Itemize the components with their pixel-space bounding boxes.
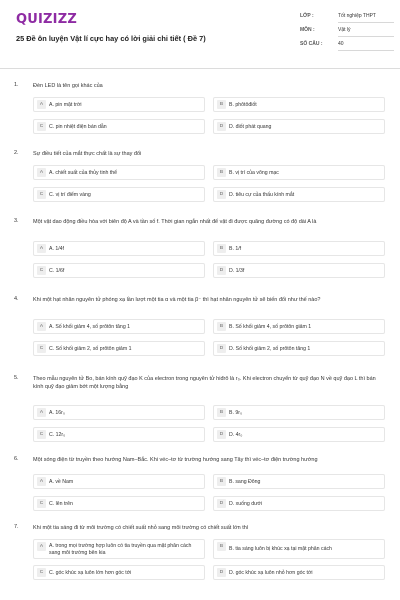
option-letter: B: [217, 477, 226, 486]
option-letter: B: [217, 100, 226, 109]
option-text: B. tia sáng luôn bị khúc xạ tại mặt phân cách: [229, 546, 332, 553]
question-text: Khi một hạt nhân nguyên tử phóng xạ lần lượt một tia α và một tia β⁻ thì hạt nhân nguyên tử sẽ biến đổi như thế nào?: [33, 297, 321, 303]
option-c[interactable]: [33, 119, 205, 134]
option-letter: D: [217, 122, 226, 131]
question-text: Khi một tia sáng đi từ môi trường có chiết suất nhỏ sang môi trường có chiết suất lớn thì: [33, 525, 249, 531]
option-c[interactable]: [33, 341, 205, 356]
question-number: 6.: [14, 456, 19, 462]
option-a[interactable]: [33, 539, 205, 559]
option-letter: B: [217, 244, 226, 253]
option-a[interactable]: [33, 241, 205, 256]
option-text: A. về Nam: [49, 478, 74, 485]
meta-row-subject: [300, 27, 394, 41]
option-c[interactable]: [33, 565, 205, 580]
question-number: 5.: [14, 375, 19, 381]
option-letter: D: [217, 430, 226, 439]
option-text: D. 1/3f: [229, 267, 245, 274]
option-text: B. 1/f: [229, 245, 242, 252]
option-text: A. 16r₀: [49, 409, 65, 416]
option-letter: C: [37, 499, 46, 508]
option-c[interactable]: [33, 427, 205, 442]
option-a[interactable]: [33, 474, 205, 489]
option-b[interactable]: [213, 241, 385, 256]
quizizz-logo: QUIZIZZ: [16, 12, 77, 27]
option-d[interactable]: [213, 187, 385, 202]
header-divider: [0, 68, 400, 69]
question-text: Theo mẫu nguyên tử Bo, bán kính quỹ đạo K của electron trong nguyên tử hiđrô là r₀. Khi electron chuyển từ quỹ đạo N về quỹ đạo L thì bán kính quỹ đạo giảm bớt một lượng bằng: [33, 376, 376, 390]
option-a[interactable]: [33, 405, 205, 420]
meta-value: 40: [338, 41, 394, 51]
option-text: D. Số khối giảm 2, số prôtôn tăng 1: [229, 345, 311, 352]
option-letter: B: [217, 408, 226, 417]
option-text: A. pin mặt trời: [49, 101, 82, 108]
option-d[interactable]: [213, 341, 385, 356]
option-text: A. 1/4f: [49, 245, 64, 252]
option-d[interactable]: [213, 496, 385, 511]
option-b[interactable]: [213, 97, 385, 112]
option-letter: A: [37, 168, 46, 177]
option-b[interactable]: [213, 319, 385, 334]
meta-label: MÔN :: [300, 27, 315, 33]
option-letter: A: [37, 244, 46, 253]
option-text: B. 9r₀: [229, 409, 243, 416]
question-number: 7.: [14, 524, 19, 530]
option-d[interactable]: [213, 427, 385, 442]
option-text: C. pin nhiệt điện bán dẫn: [49, 123, 107, 130]
option-text: D. góc khúc xạ luôn nhỏ hơn góc tới: [229, 569, 313, 576]
option-text: D. 4r₀: [229, 431, 243, 438]
worksheet-meta: [300, 13, 394, 55]
meta-value: Tốt nghiệp THPT: [338, 13, 394, 23]
option-text: A. Số khối giảm 4, số prôtôn tăng 1: [49, 323, 131, 330]
question-text: Sự điều tiết của mắt thực chất là sự thay đổi: [33, 151, 142, 157]
option-a[interactable]: [33, 97, 205, 112]
option-letter: A: [37, 100, 46, 109]
option-c[interactable]: [33, 263, 205, 278]
option-letter: D: [217, 568, 226, 577]
option-letter: B: [217, 168, 226, 177]
option-d[interactable]: [213, 565, 385, 580]
option-text: D. xuống dưới: [229, 500, 263, 507]
option-text: B. sang Đông: [229, 478, 261, 485]
option-b[interactable]: [213, 474, 385, 489]
option-text: A. trong mọi trường hợp luôn có tia truyền qua mặt phân cách sang môi trường bên kia: [49, 543, 192, 556]
option-c[interactable]: [33, 496, 205, 511]
option-letter: A: [37, 542, 46, 551]
meta-value: Vật lý: [338, 27, 394, 37]
option-text: B. vị trí của võng mạc: [229, 169, 279, 176]
option-text: C. vị trí điểm vàng: [49, 191, 91, 198]
question-text: Đèn LED là tên gọi khác của: [33, 83, 103, 89]
option-letter: C: [37, 344, 46, 353]
option-text: C. 1/6f: [49, 267, 65, 274]
question-text: Một sóng điện từ truyền theo hướng Nam–Bắc. Khi véc–tơ từ trường hướng sang Tây thì véc–tơ điện trường hướng: [33, 457, 318, 463]
option-a[interactable]: [33, 165, 205, 180]
worksheet-title: 25 Đề ôn luyện Vật lí cực hay có lời giải chi tiết ( Đề 7): [16, 34, 206, 43]
option-letter: D: [217, 344, 226, 353]
option-letter: C: [37, 190, 46, 199]
option-text: A. chiết suất của thủy tinh thể: [49, 169, 118, 176]
option-letter: A: [37, 477, 46, 486]
question-number: 1.: [14, 82, 19, 88]
question-number: 3.: [14, 218, 19, 224]
option-d[interactable]: [213, 263, 385, 278]
option-letter: A: [37, 322, 46, 331]
option-text: B. Số khối giảm 4, số prôtôn giảm 1: [229, 323, 312, 330]
option-text: C. 12r₀: [49, 431, 66, 438]
option-letter: C: [37, 430, 46, 439]
option-b[interactable]: [213, 405, 385, 420]
meta-row-question-count: [300, 41, 394, 55]
option-text: C. Số khối giảm 2, số prôtôn giảm 1: [49, 345, 132, 352]
option-b[interactable]: [213, 165, 385, 180]
meta-label: SỐ CÂU :: [300, 41, 323, 47]
option-letter: C: [37, 122, 46, 131]
option-letter: C: [37, 568, 46, 577]
worksheet-header: [0, 0, 400, 62]
option-letter: C: [37, 266, 46, 275]
option-c[interactable]: [33, 187, 205, 202]
question-text: Một vật dao động điều hòa với biên độ A và tần số f. Thời gian ngắn nhất để vật đi được quãng đường có độ dài A là: [33, 219, 317, 225]
question-number: 4.: [14, 296, 19, 302]
option-letter: D: [217, 190, 226, 199]
option-text: D. tiêu cự của thấu kính mắt: [229, 191, 295, 198]
option-letter: D: [217, 266, 226, 275]
option-text: C. góc khúc xạ luôn lớn hơn góc tới: [49, 569, 132, 576]
option-letter: A: [37, 408, 46, 417]
option-letter: D: [217, 499, 226, 508]
meta-row-class: [300, 13, 394, 27]
option-letter: B: [217, 542, 226, 551]
option-text: C. lên trên: [49, 500, 73, 507]
question-number: 2.: [14, 150, 19, 156]
option-text: D. điốt phát quang: [229, 123, 272, 130]
meta-label: LỚP :: [300, 13, 314, 19]
option-b[interactable]: [213, 539, 385, 559]
option-a[interactable]: [33, 319, 205, 334]
option-d[interactable]: [213, 119, 385, 134]
option-letter: B: [217, 322, 226, 331]
option-text: B. phôtôđiốt: [229, 101, 257, 108]
